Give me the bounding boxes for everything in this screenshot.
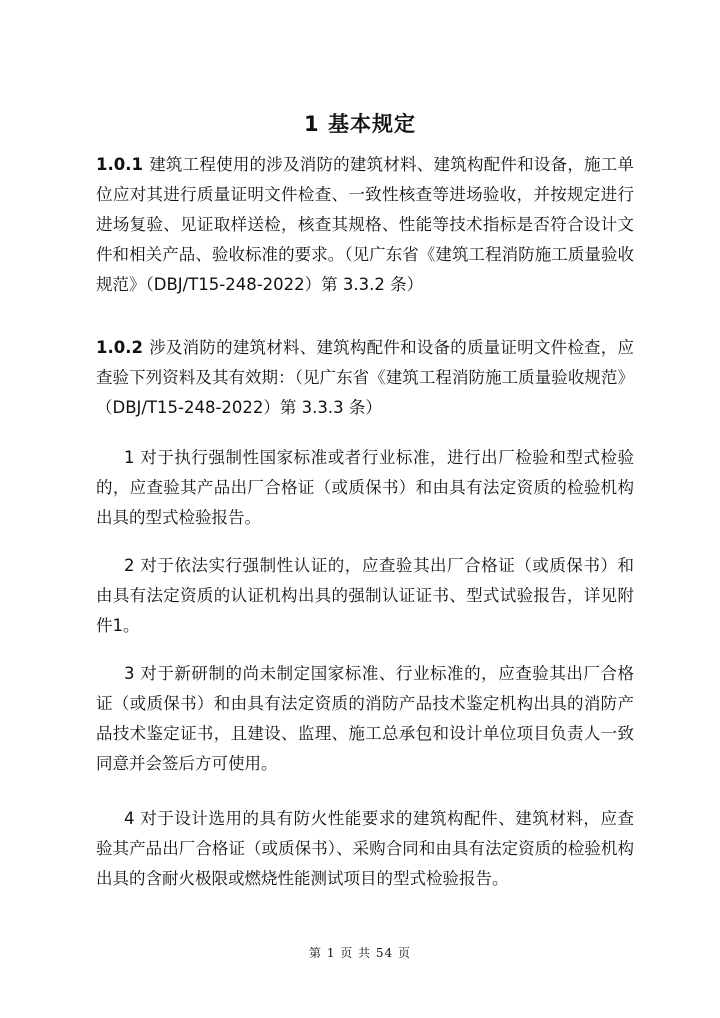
section-heading: 1 基本规定 [304,112,416,136]
list-item-2 [96,551,634,641]
clause-1-0-2 [96,333,634,423]
clause-paragraph [96,333,634,423]
page-footer: 第 1 页 共 54 页 [309,946,411,960]
list-item-text: 3 对于新研制的尚未制定国家标准、行业标准的，应查验其出厂合格证（或质保书）和由具有法定资质的消防产品技术鉴定机构出具的消防产品技术鉴定证书，且建设、监理、施工总承包和设计单位项目负责人一致同意并会签后方可使用。 [96,664,634,773]
list-item-text: 1 对于执行强制性国家标准或者行业标准，进行出厂检验和型式检验的，应查验其产品出厂合格证（或质保书）和由具有法定资质的检验机构出具的型式检验报告。 [96,448,634,527]
clause-number: 1.0.2 [96,338,143,357]
list-item-1 [96,443,634,533]
clause-number: 1.0.1 [96,155,143,174]
clause-text: 涉及消防的建筑材料、建筑构配件和设备的质量证明文件检查，应查验下列资料及其有效期：（见广东省《建筑工程消防施工质量验收规范》（DBJ/T15-248-2022）第 3.3.3 条） [96,338,634,417]
list-item-text: 2 对于依法实行强制性认证的，应查验其出厂合格证（或质保书）和由具有法定资质的认证机构出具的强制认证证书、型式试验报告，详见附件1。 [96,556,634,635]
clause-text: 建筑工程使用的涉及消防的建筑材料、建筑构配件和设备，施工单位应对其进行质量证明文件检查、一致性核查等进场验收，并按规定进行进场复验、见证取样送检，核查其规格、性能等技术指标是否符合设计文件和相关产品、验收标准的要求。（见广东省《建筑工程消防施工质量验收规范》（DBJ/T15-248-2022）第 3.3.2 条） [96,155,634,294]
list-item-text: 4 对于设计选用的具有防火性能要求的建筑构配件、建筑材料，应查验其产品出厂合格证（或质保书）、采购合同和由具有法定资质的检验机构出具的含耐火极限或燃烧性能测试项目的型式检验报告。 [96,809,634,888]
clause-1-0-1 [96,150,634,300]
list-item-4 [96,804,634,894]
clause-paragraph [96,150,634,300]
list-item-3 [96,659,634,779]
